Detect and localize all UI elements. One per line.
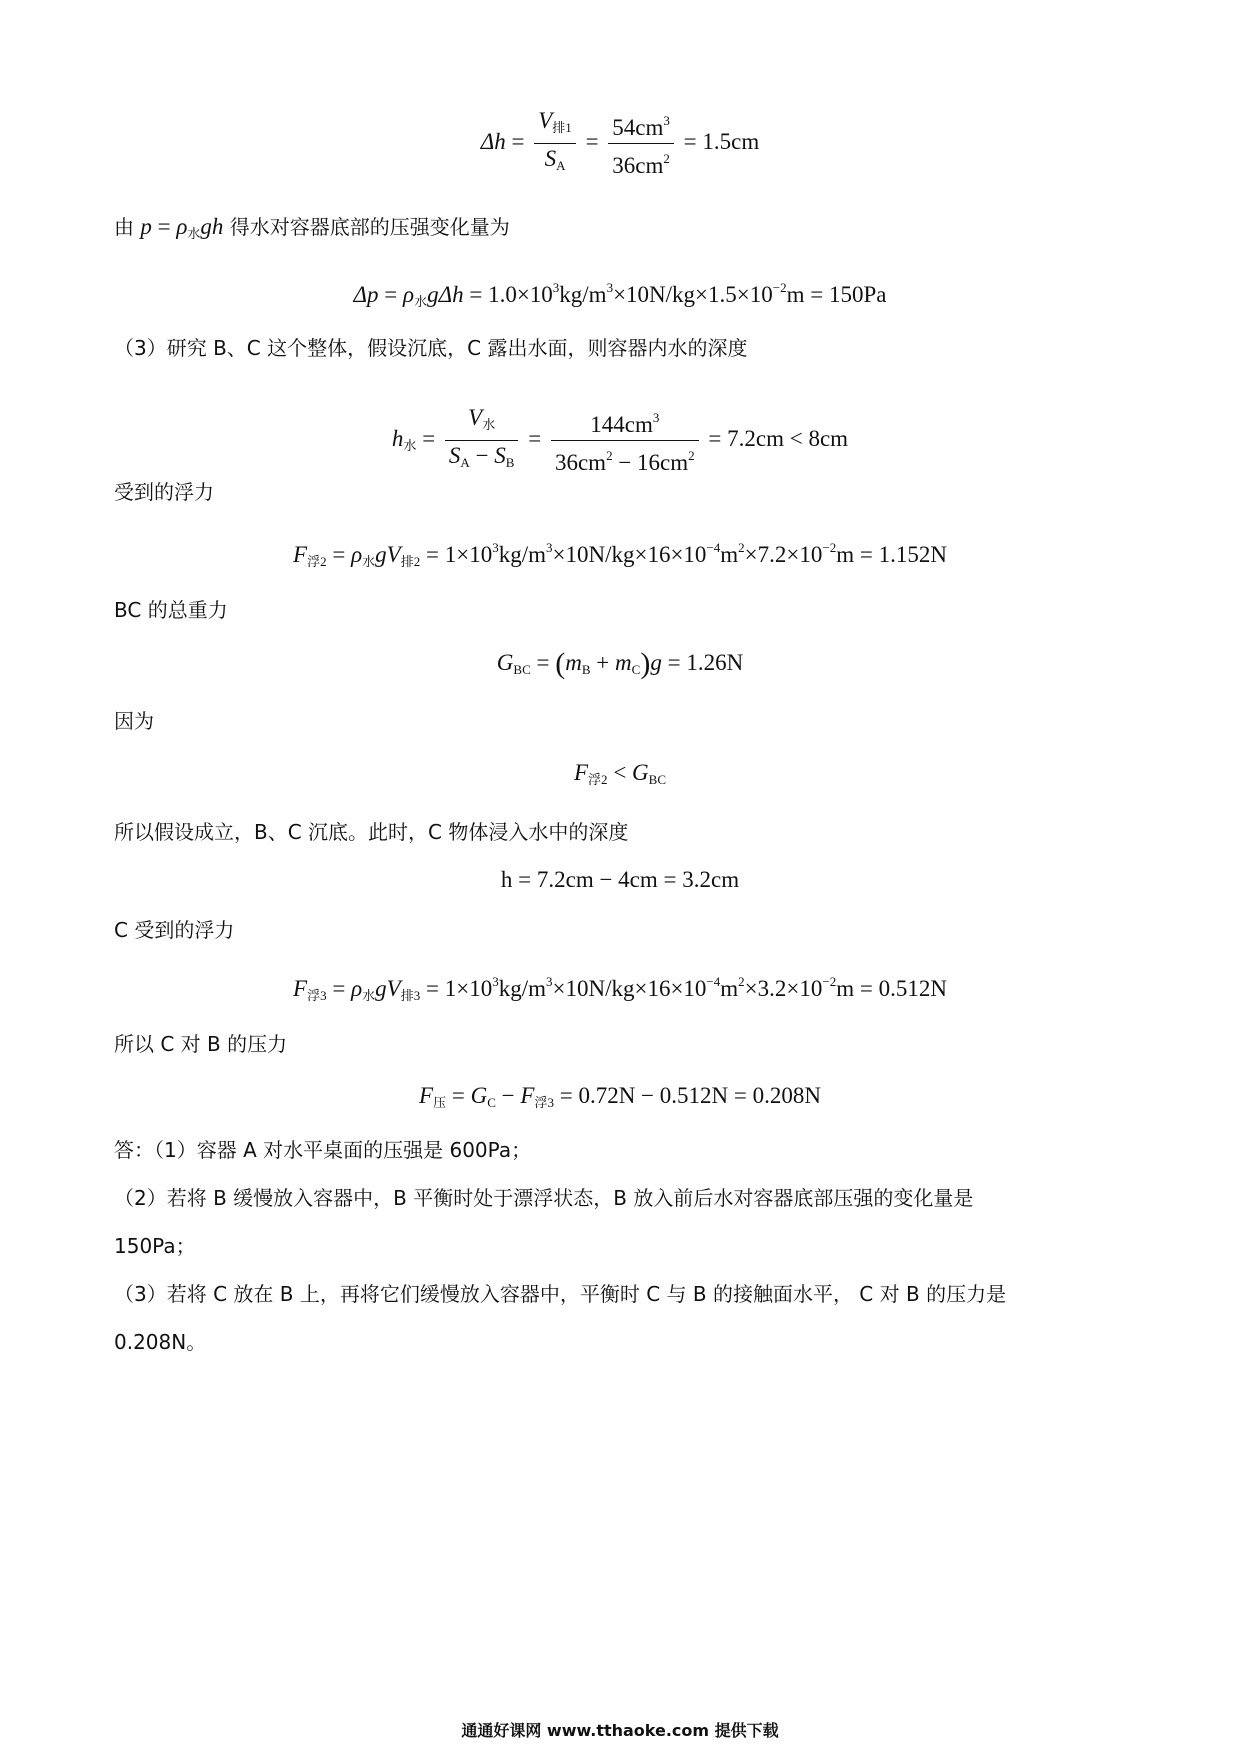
text-total-gravity: BC 的总重力 xyxy=(114,598,228,622)
page-footer: 通通好课网 www.tthaoke.com 提供下载 xyxy=(461,1721,779,1740)
text-C-buoyancy: C 受到的浮力 xyxy=(114,918,235,942)
equation-depth: h = 7.2cm − 4cm = 3.2cm xyxy=(500,867,740,892)
equation-delta-p: $\Delta p = \rho_水g\Delta h = 1.0\times 10^3kg/m^3\times 10N/kg\times 1.5\times 10^{-2}m = 150Pa$ xyxy=(353,280,887,309)
equation-delta-h: Δh = $\frac{V_{排1}}{S_A}$ = $\frac{54cm^3}{36cm^2}$ = 1.5cm xyxy=(480,108,760,178)
text-part3-intro: （3）研究 B、C 这个整体，假设沉底，C 露出水面，则容器内水的深度 xyxy=(114,336,748,360)
equation-F-float2: $F_{浮2} = \rho_水gV_{排2} = 1\times 10^3kg/m^3\times 10N/kg\times 16\times 10^{-4}m^2\times 7.2\times 10^{-2}m = 1.152N$ xyxy=(293,540,947,569)
equation-h-water: $h_水$ = $\frac{V_水}{S_A - S_B}$ = $\frac{144cm^3}{36cm^2 - 16cm^2}$ = 7.2cm < 8cm xyxy=(391,405,849,475)
equation-F-float3: $F_{浮3} = \rho_水gV_{排3} = 1\times 10^3kg/m^3\times 10N/kg\times 16\times 10^{-4}m^2\times 3.2\times 10^{-2}m = 0.512N$ xyxy=(293,974,947,1003)
text-buoyancy: 受到的浮力 xyxy=(114,480,214,504)
equation-G-BC: $G_{BC} = (m_B + m_C)g = 1.26N$ xyxy=(496,647,744,680)
text-because: 因为 xyxy=(114,709,154,733)
pressure-formula-line: 由 $p = \rho_水gh$ 得水对容器底部的压强变化量为 xyxy=(114,214,510,241)
answer-1: 答：（1）容器 A 对水平桌面的压强是 600Pa； xyxy=(114,1138,532,1162)
answer-2: （2）若将 B 缓慢放入容器中，B 平衡时处于漂浮状态，B 放入前后水对容器底部压强的变化量是 xyxy=(114,1186,974,1210)
text-hypothesis-holds: 所以假设成立，B、C 沉底。此时，C 物体浸入水中的深度 xyxy=(114,820,629,844)
answer-2-cont: 150Pa； xyxy=(114,1234,196,1258)
answer-3-cont: 0.208N。 xyxy=(114,1330,207,1354)
answer-3: （3）若将 C 放在 B 上，再将它们缓慢放入容器中，平衡时 C 与 B 的接触面水平， C 对 B 的压力是 xyxy=(114,1282,1007,1306)
text-C-pressure: 所以 C 对 B 的压力 xyxy=(114,1032,288,1056)
equation-inequality: $F_{浮2} < G_{BC}$ xyxy=(573,760,667,787)
equation-F-press: $F_压 = G_C - F_{浮3} = 0.72N - 0.512N = 0.208N$ xyxy=(419,1083,821,1110)
